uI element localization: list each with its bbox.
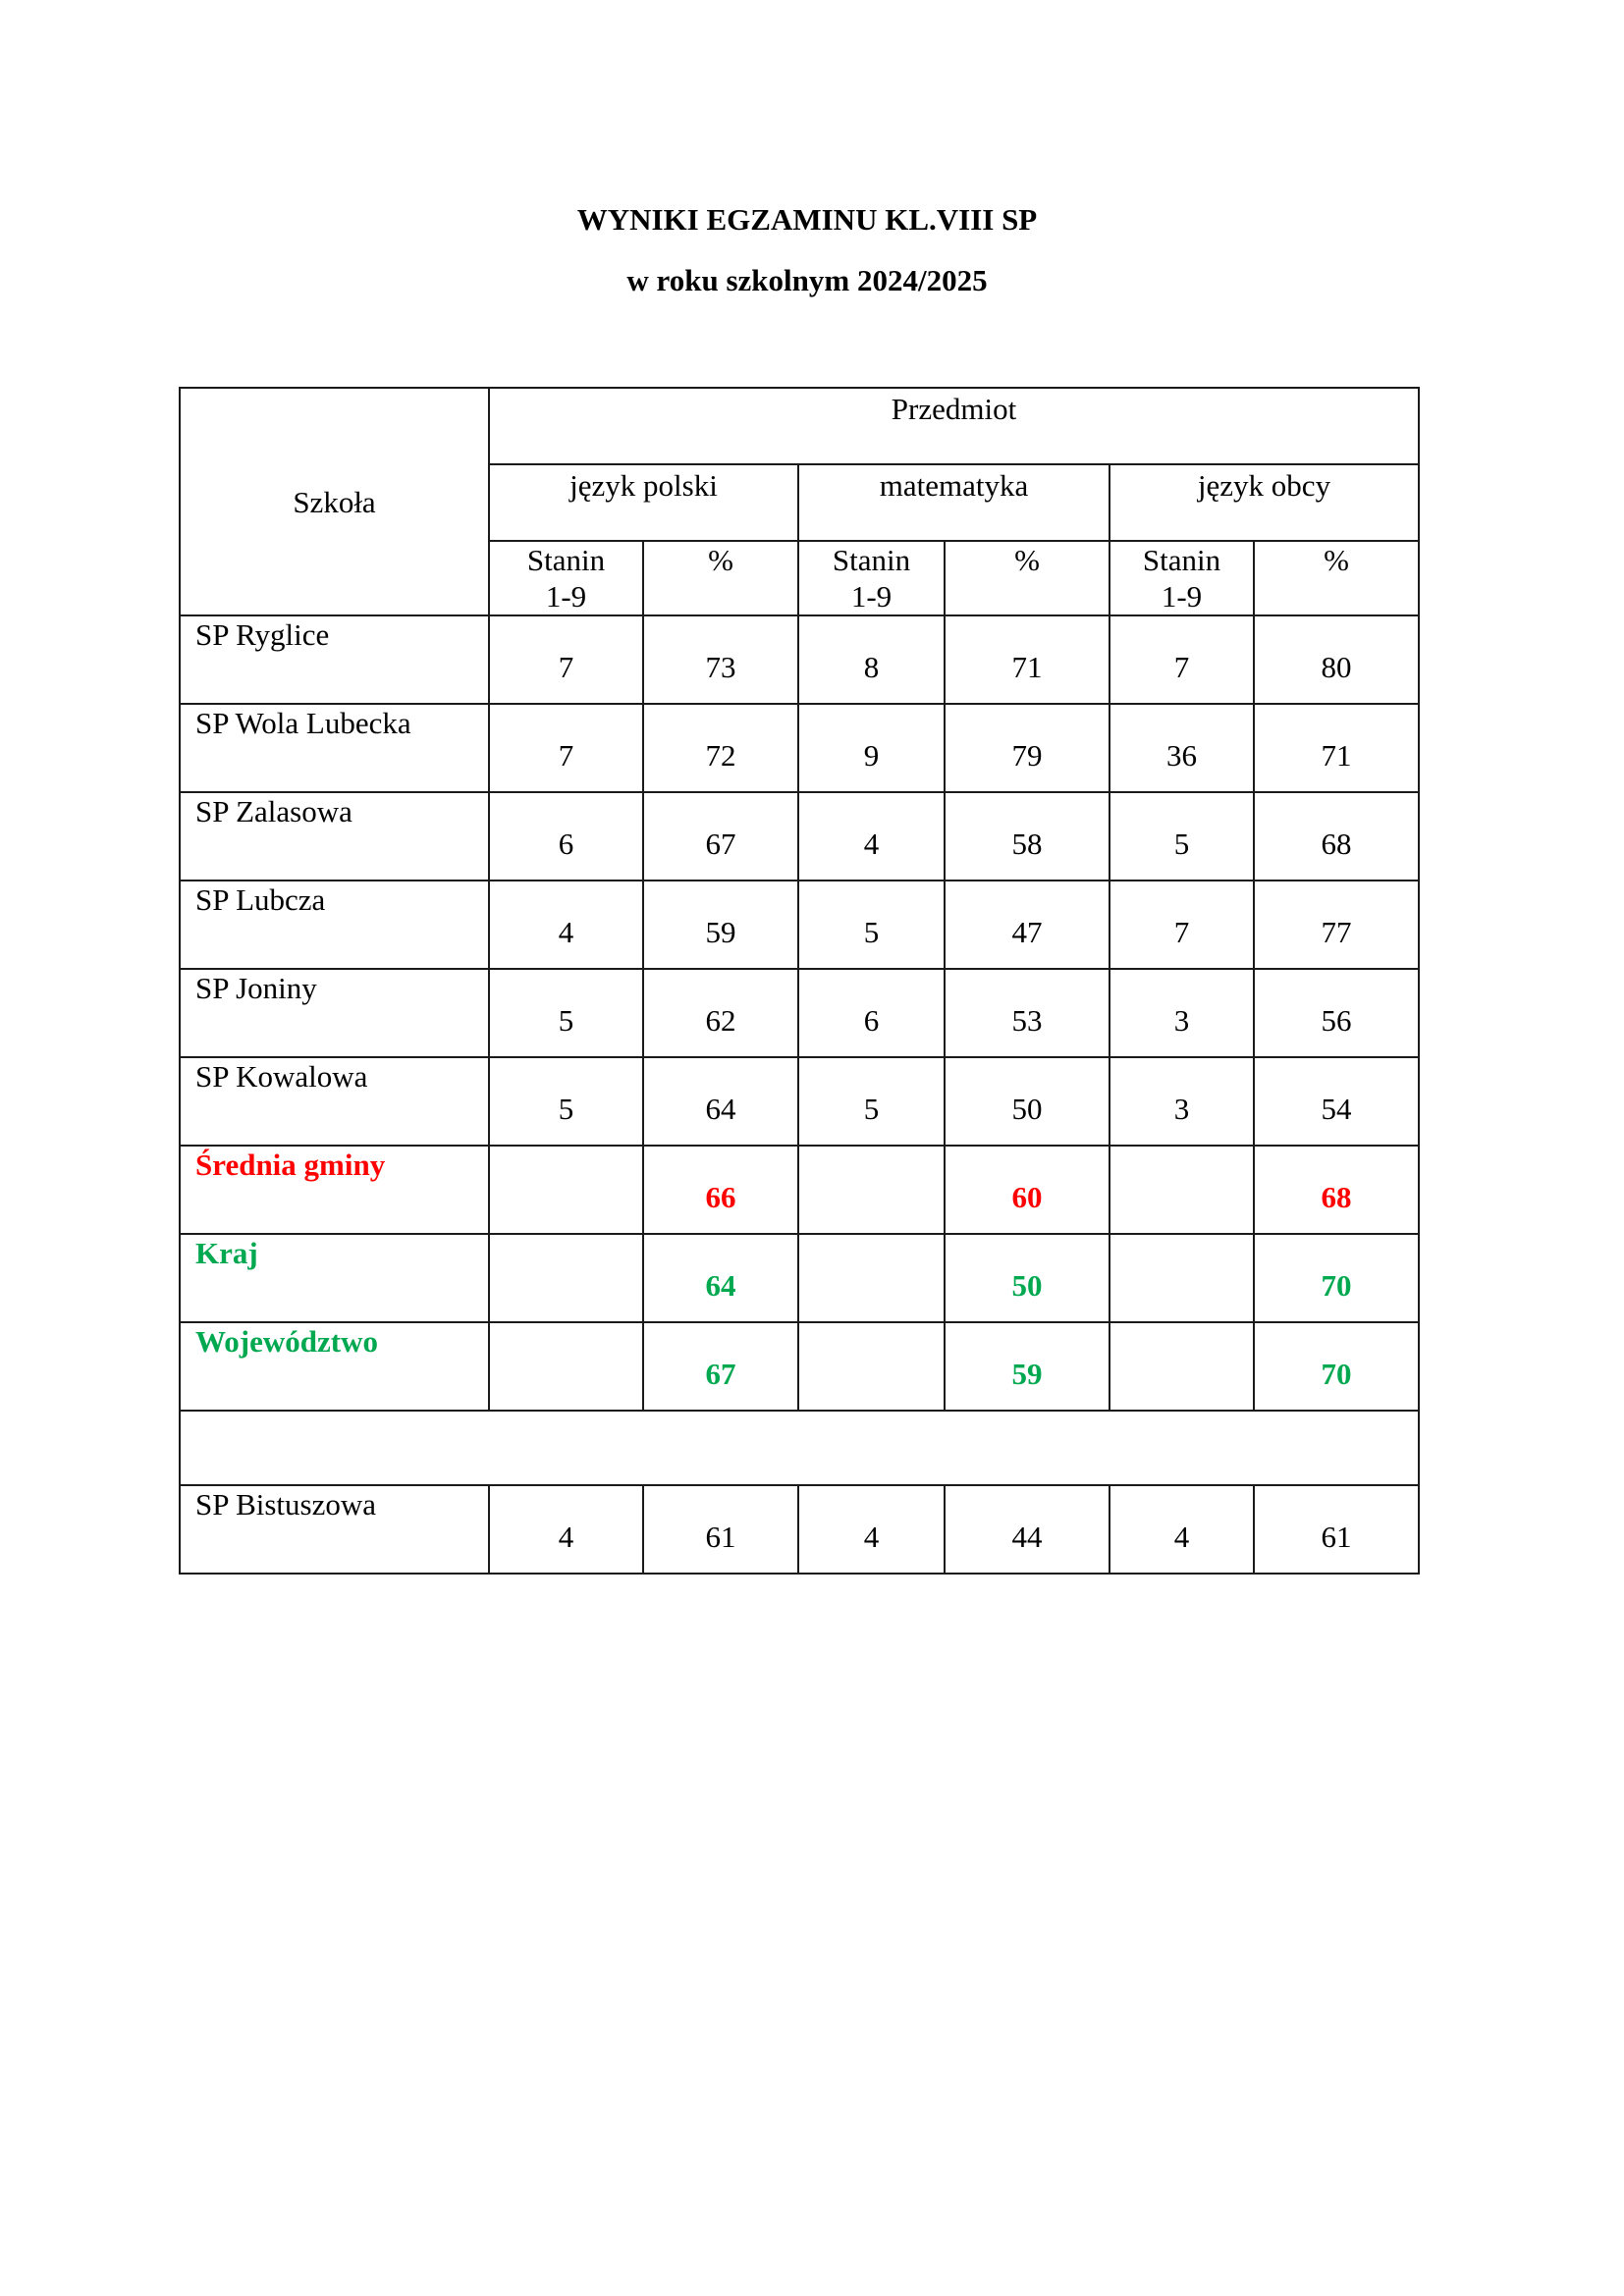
value-cell: 71 (1254, 704, 1419, 792)
document-title: WYNIKI EGZAMINU KL.VIII SP (576, 202, 1038, 237)
value-cell: 7 (489, 704, 643, 792)
value-cell: 7 (489, 615, 643, 704)
table-row (180, 792, 1419, 881)
value-cell: 60 (945, 1146, 1110, 1234)
value-cell (798, 1234, 945, 1322)
spacer-row (180, 1411, 1419, 1485)
summary-label: Województwo (180, 1322, 489, 1411)
school-name: SP Zalasowa (180, 792, 489, 881)
value-cell: 6 (798, 969, 945, 1057)
value-cell: 4 (489, 1485, 643, 1574)
value-cell: 7 (1110, 881, 1254, 969)
summary-label: Kraj (180, 1234, 489, 1322)
value-cell: 5 (489, 969, 643, 1057)
subject-header-math: matematyka (798, 464, 1110, 541)
value-cell: 80 (1254, 615, 1419, 704)
value-cell: 72 (643, 704, 798, 792)
value-cell (798, 1146, 945, 1234)
table-row (180, 615, 1419, 704)
value-cell: 4 (798, 792, 945, 881)
table-row (180, 704, 1419, 792)
value-cell: 77 (1254, 881, 1419, 969)
value-cell: 5 (798, 881, 945, 969)
value-cell: 5 (798, 1057, 945, 1146)
value-cell: 54 (1254, 1057, 1419, 1146)
value-cell (1110, 1234, 1254, 1322)
document-subtitle: w roku szkolnym 2024/2025 (626, 263, 988, 297)
gmina-average-row (180, 1146, 1419, 1234)
value-cell: 5 (1110, 792, 1254, 881)
percent-header-math: % (945, 541, 1110, 615)
value-cell: 71 (945, 615, 1110, 704)
table-row (180, 1485, 1419, 1574)
empty-cell (180, 1411, 1419, 1485)
school-column-header: Szkoła (180, 388, 489, 615)
country-row (180, 1234, 1419, 1322)
voivodeship-row (180, 1322, 1419, 1411)
value-cell: 53 (945, 969, 1110, 1057)
value-cell (489, 1146, 643, 1234)
value-cell: 6 (489, 792, 643, 881)
value-cell: 5 (489, 1057, 643, 1146)
school-name: SP Ryglice (180, 615, 489, 704)
stanin-header-math: Stanin 1-9 (798, 541, 945, 615)
value-cell: 79 (945, 704, 1110, 792)
table-row (180, 969, 1419, 1057)
value-cell: 44 (945, 1485, 1110, 1574)
value-cell: 4 (798, 1485, 945, 1574)
value-cell: 59 (643, 881, 798, 969)
school-name: SP Wola Lubecka (180, 704, 489, 792)
value-cell: 36 (1110, 704, 1254, 792)
value-cell (489, 1322, 643, 1411)
value-cell (1110, 1322, 1254, 1411)
value-cell: 8 (798, 615, 945, 704)
subject-group-header: Przedmiot (489, 388, 1419, 464)
value-cell: 58 (945, 792, 1110, 881)
value-cell: 62 (643, 969, 798, 1057)
percent-header-polish: % (643, 541, 798, 615)
value-cell: 7 (1110, 615, 1254, 704)
value-cell: 68 (1254, 792, 1419, 881)
value-cell: 67 (643, 1322, 798, 1411)
value-cell: 70 (1254, 1322, 1419, 1411)
school-name: SP Joniny (180, 969, 489, 1057)
value-cell: 70 (1254, 1234, 1419, 1322)
value-cell: 67 (643, 792, 798, 881)
value-cell: 4 (489, 881, 643, 969)
value-cell: 64 (643, 1234, 798, 1322)
school-name: SP Lubcza (180, 881, 489, 969)
table-row (180, 1057, 1419, 1146)
table-row (180, 881, 1419, 969)
value-cell: 61 (643, 1485, 798, 1574)
value-cell: 50 (945, 1057, 1110, 1146)
value-cell: 4 (1110, 1485, 1254, 1574)
value-cell (798, 1322, 945, 1411)
value-cell: 50 (945, 1234, 1110, 1322)
summary-label: Średnia gminy (180, 1146, 489, 1234)
value-cell (489, 1234, 643, 1322)
exam-results-table (179, 387, 1420, 1575)
value-cell: 66 (643, 1146, 798, 1234)
percent-header-foreign-language: % (1254, 541, 1419, 615)
value-cell: 3 (1110, 1057, 1254, 1146)
value-cell: 59 (945, 1322, 1110, 1411)
value-cell: 68 (1254, 1146, 1419, 1234)
value-cell: 3 (1110, 969, 1254, 1057)
school-name: SP Bistuszowa (180, 1485, 489, 1574)
value-cell: 56 (1254, 969, 1419, 1057)
value-cell: 61 (1254, 1485, 1419, 1574)
subject-header-foreign-language: język obcy (1110, 464, 1419, 541)
stanin-header-foreign-language: Stanin 1-9 (1110, 541, 1254, 615)
value-cell: 64 (643, 1057, 798, 1146)
header-row-group (180, 388, 1419, 464)
subject-header-polish: język polski (489, 464, 798, 541)
value-cell: 73 (643, 615, 798, 704)
stanin-header-polish: Stanin 1-9 (489, 541, 643, 615)
value-cell: 47 (945, 881, 1110, 969)
school-name: SP Kowalowa (180, 1057, 489, 1146)
value-cell (1110, 1146, 1254, 1234)
value-cell: 9 (798, 704, 945, 792)
